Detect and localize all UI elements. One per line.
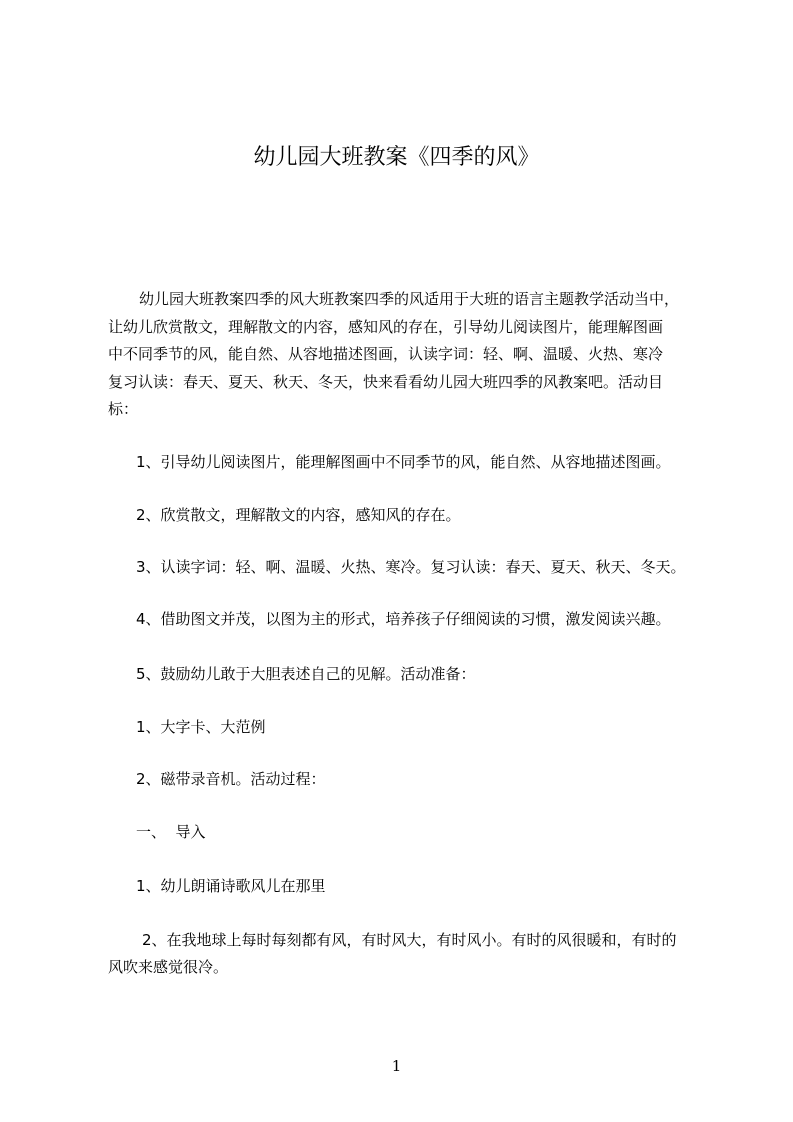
list-item: 1、大字卡、大范例 <box>136 718 266 736</box>
list-item: 3、认读字词：轻、啊、温暖、火热、寒冷。复习认读：春天、夏天、秋天、冬天。 <box>136 558 686 576</box>
paragraph-line: 2、在我地球上每时每刻都有风，有时风大，有时风小。有时的风很暖和，有时的 <box>142 931 677 949</box>
list-item: 5、鼓励幼儿敢于大胆表述自己的见解。活动准备： <box>136 665 476 683</box>
list-item: 4、借助图文并茂，以图为主的形式，培养孩子仔细阅读的习惯，激发阅读兴趣。 <box>136 610 671 628</box>
paragraph-line: 风吹来感觉很冷。 <box>108 958 229 976</box>
intro-line: 让幼儿欣赏散文，理解散文的内容，感知风的存在，引导幼儿阅读图片，能理解图画 <box>108 318 664 336</box>
list-item: 1、引导幼儿阅读图片，能理解图画中不同季节的风，能自然、从容地描述图画。 <box>136 453 671 471</box>
list-item: 2、欣赏散文，理解散文的内容，感知风的存在。 <box>136 506 461 524</box>
document-title: 幼儿园大班教案《四季的风》 <box>253 145 540 170</box>
section-heading: 一、 导入 <box>136 823 206 841</box>
intro-line: 标： <box>108 400 139 418</box>
intro-line: 复习认读：春天、夏天、秋天、冬天，快来看看幼儿园大班四季的风教案吧。活动目 <box>108 373 664 391</box>
list-item: 1、幼儿朗诵诗歌风儿在那里 <box>136 877 326 895</box>
intro-line: 幼儿园大班教案四季的风大班教案四季的风适用于大班的语言主题教学活动当中， <box>139 290 680 308</box>
intro-line: 中不同季节的风，能自然、从容地描述图画，认读字词：轻、啊、温暖、火热、寒冷 <box>108 345 664 363</box>
page-number: 1 <box>391 1057 402 1075</box>
list-item: 2、磁带录音机。活动过程： <box>136 770 326 788</box>
